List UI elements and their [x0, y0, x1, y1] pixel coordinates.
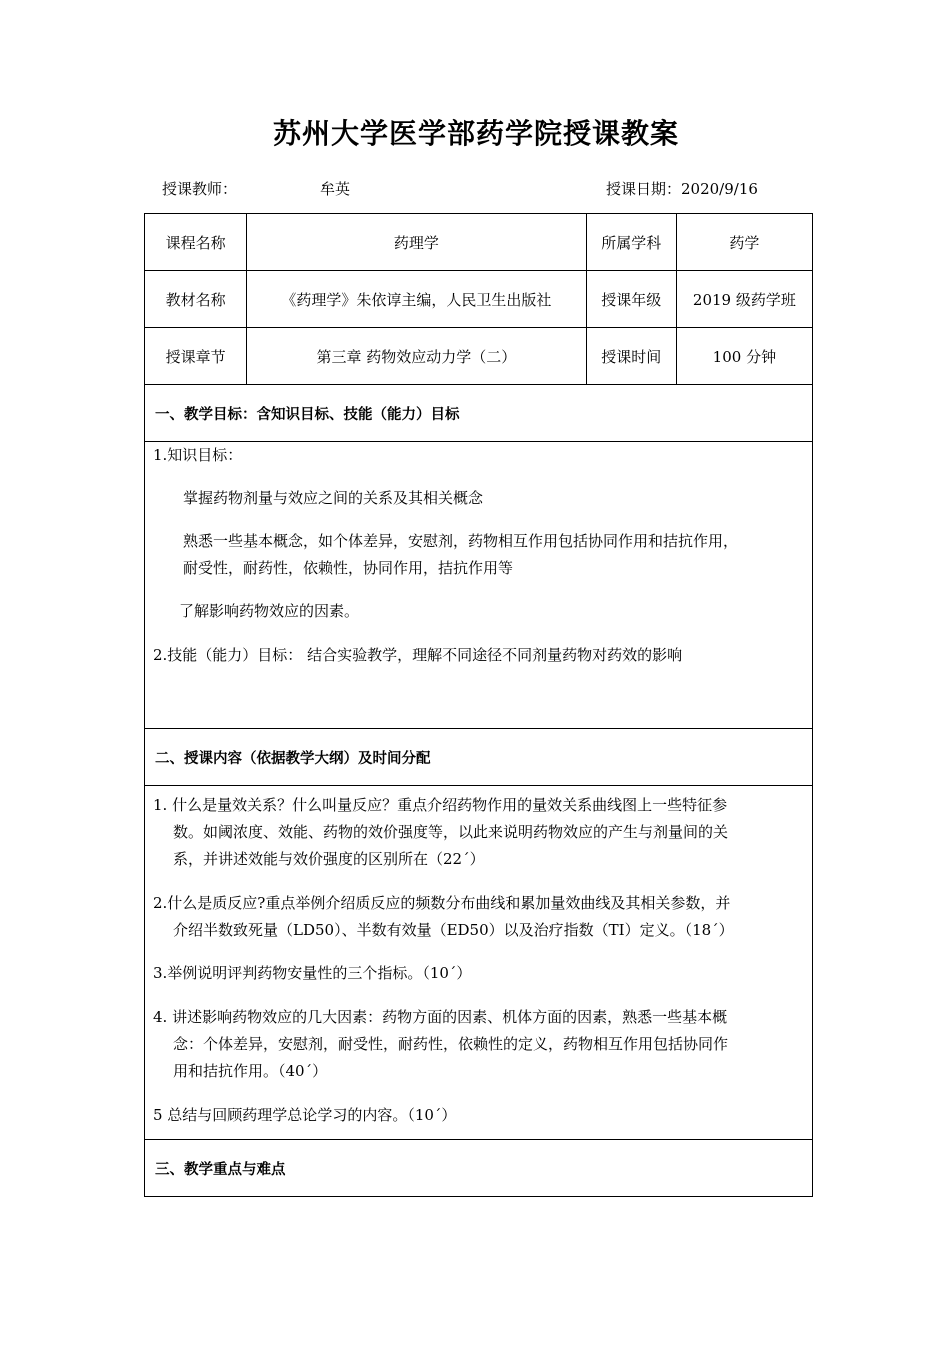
section-1-body-row — [145, 442, 813, 729]
content-line: 念：个体差异，安慰剂，耐受性，耐药性，依赖性的定义，药物相互作用包括协同作 — [173, 1035, 729, 1053]
objective-line: 2.技能（能力）目标： 结合实验教学，理解不同途径不同剂量药物对药效的影响 — [153, 646, 683, 664]
section-1-heading: 一、教学目标：含知识目标、技能（能力）目标 — [145, 385, 813, 442]
content-line: 3.举例说明评判药物安量性的三个指标。（10´） — [153, 964, 472, 982]
document-title: 苏州大学医学部药学院授课教案 — [272, 117, 679, 150]
teacher-label: 授课教师： — [162, 180, 238, 198]
section-3-heading-row — [145, 1140, 813, 1197]
grade-value: 2019 级药学班 — [676, 271, 812, 328]
section-2-body — [145, 786, 813, 1140]
section-1-heading-row — [145, 385, 813, 442]
objective-line: 了解影响药物效应的因素。 — [179, 602, 360, 620]
info-row-course — [145, 214, 813, 271]
chapter-value: 第三章 药物效应动力学（二） — [247, 328, 587, 385]
discipline-label: 所属学科 — [586, 214, 676, 271]
content-line: 数。如阈浓度、效能、药物的效价强度等，以此来说明药物效应的产生与剂量间的关 — [173, 823, 729, 841]
objective-line: 1.知识目标： — [153, 446, 243, 464]
course-name-value: 药理学 — [247, 214, 587, 271]
content-line: 1. 什么是量效关系？什么叫量反应？重点介绍药物作用的量效关系曲线图上一些特征参 — [153, 796, 728, 814]
section-2-body-row — [145, 786, 813, 1140]
objective-line: 掌握药物剂量与效应之间的关系及其相关概念 — [183, 489, 484, 507]
content-line: 5 总结与回顾药理学总论学习的内容。（10´） — [153, 1106, 457, 1124]
objective-line: 熟悉一些基本概念，如个体差异，安慰剂，药物相互作用包括协同作用和拮抗作用， — [183, 532, 739, 550]
duration-label: 授课时间 — [586, 328, 676, 385]
textbook-label: 教材名称 — [145, 271, 247, 328]
discipline-value: 药学 — [676, 214, 812, 271]
teacher-name: 牟英 — [320, 180, 351, 198]
grade-label: 授课年级 — [586, 271, 676, 328]
info-row-textbook — [145, 271, 813, 328]
info-row-chapter — [145, 328, 813, 385]
chapter-label: 授课章节 — [145, 328, 247, 385]
section-1-body — [145, 442, 813, 729]
section-2-heading: 二、授课内容（依据教学大纲）及时间分配 — [145, 729, 813, 786]
content-line: 介绍半数致死量（LD50）、半数有效量（ED50）以及治疗指数（TI）定义。（18´） — [173, 921, 734, 939]
duration-value: 100 分钟 — [676, 328, 812, 385]
objective-line: 耐受性，耐药性，依赖性，协同作用，拮抗作用等 — [183, 559, 514, 577]
content-line: 系，并讲述效能与效价强度的区别所在（22´） — [173, 850, 485, 868]
content-line: 2.什么是质反应?重点举例介绍质反应的频数分布曲线和累加量效曲线及其相关参数，并 — [153, 894, 731, 912]
lecture-date: 授课日期：2020/9/16 — [606, 180, 758, 198]
content-line: 用和拮抗作用。（40´） — [173, 1062, 328, 1080]
content-line: 4. 讲述影响药物效应的几大因素：药物方面的因素、机体方面的因素，熟悉一些基本概 — [153, 1008, 728, 1026]
lesson-plan-table — [144, 213, 813, 1197]
course-name-label: 课程名称 — [145, 214, 247, 271]
textbook-value: 《药理学》朱依谆主编，人民卫生出版社 — [247, 271, 587, 328]
section-2-heading-row — [145, 729, 813, 786]
section-3-heading: 三、教学重点与难点 — [145, 1140, 813, 1197]
